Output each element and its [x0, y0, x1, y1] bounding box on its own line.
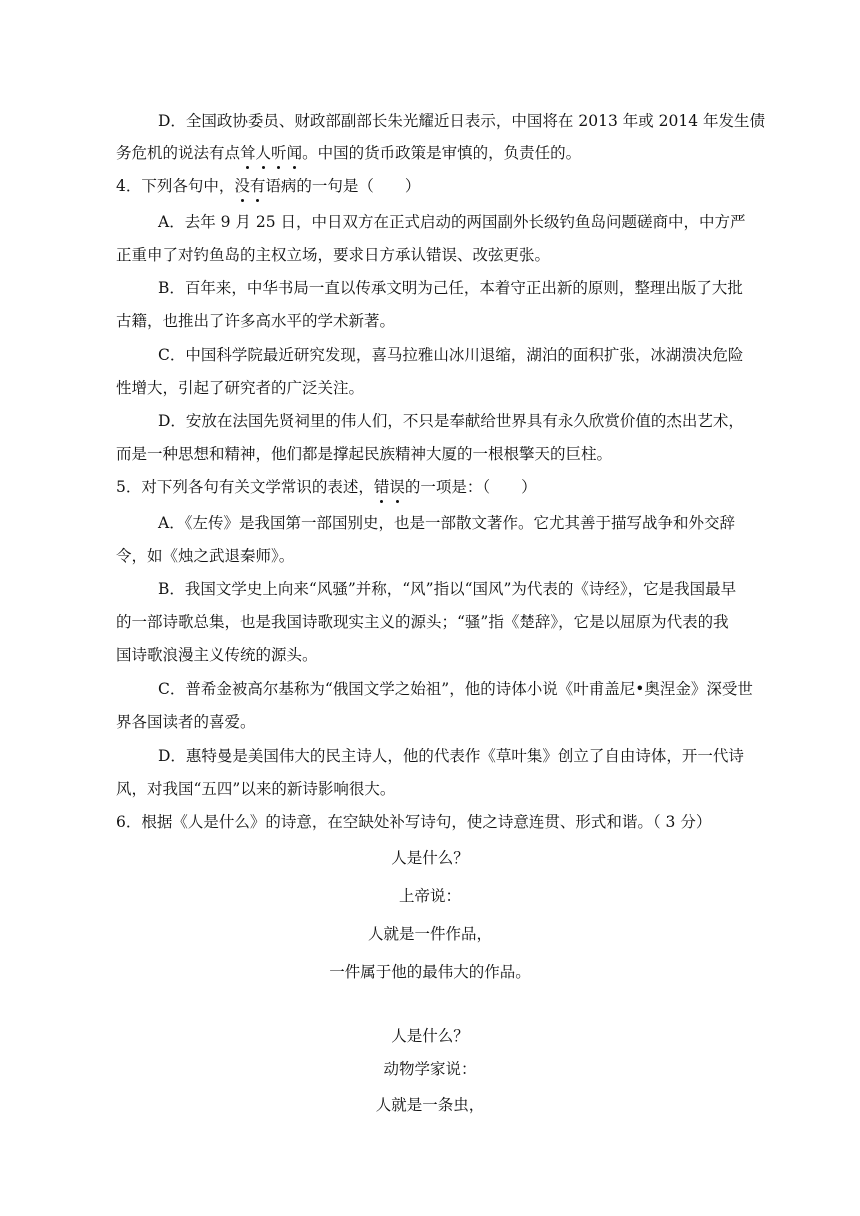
q4-option-d-line1: D．安放在法国先贤祠里的伟人们，不只是奉献给世界具有永久欣赏价值的杰出艺术，	[158, 412, 744, 430]
q4-option-b-line1: B．百年来，中华书局一直以传承文明为己任，本着守正出新的原则，整理出版了大批	[158, 279, 743, 297]
poem-stanza1-line3: 人就是一件作品，	[367, 925, 492, 943]
q4-option-a-line1: A．去年 9 月 25 日，中日双方在正式启动的两国副外长级钓鱼岛问题磋商中，中方严	[158, 213, 746, 231]
text-segment: 务危机的说法有点	[116, 144, 241, 162]
q5-option-c-line2: 界各国读者的喜爱。	[116, 713, 256, 731]
poem-stanza1-line4: 一件属于他的最伟大的作品。	[329, 963, 531, 981]
q3-option-d-line2	[116, 143, 581, 163]
text-segment: 语病的一句是（ ）	[265, 177, 421, 195]
q4-option-d-line2: 而是一种思想和精神，他们都是撑起民族精神大厦的一根根擎天的巨柱。	[116, 445, 613, 463]
question-5-stem	[116, 477, 537, 497]
q5-option-b-line1: B．我国文学史上向来“风骚”并称，“风”指以“国风”为代表的《诗经》，它是我国最早	[158, 580, 737, 598]
q5-option-a-line2: 令，如《烛之武退秦师》。	[116, 547, 295, 565]
question-6-stem: 6．根据《人是什么》的诗意，在空缺处补写诗句，使之诗意连贯、形式和谐。（ 3 分）	[116, 813, 712, 831]
q5-option-b-line3: 国诗歌浪漫主义传统的源头。	[116, 646, 318, 664]
q4-option-a-line2: 正重申了对钓鱼岛的主权立场，要求日方承认错误、改弦更张。	[116, 246, 551, 264]
poem-stanza1-line2: 上帝说：	[398, 887, 461, 905]
text-segment: 5．对下列各句有关文学常识的表述，	[116, 478, 374, 496]
emphasis-dot-char: 听	[271, 144, 287, 162]
poem-stanza1-line1: 人是什么？	[391, 849, 469, 867]
q4-option-c-line2: 性增大，引起了研究者的广泛关注。	[116, 379, 365, 397]
emphasis-dot-char: 闻	[286, 144, 303, 162]
poem-stanza2-line1: 人是什么？	[391, 1027, 469, 1045]
emphasis-dot-char: 耸	[240, 144, 256, 162]
q4-option-c-line1: C．中国科学院最近研究发现，喜马拉雅山冰川退缩，湖泊的面积扩张，冰湖溃决危险	[158, 346, 744, 364]
q5-option-c-line1: C．普希金被高尔基称为“俄国文学之始祖”，他的诗体小说《叶甫盖尼•奥涅金》深受世	[158, 680, 753, 698]
q5-option-a-line1: A．《左传》是我国第一部国别史，也是一部散文著作。它尤其善于描写战争和外交辞	[158, 514, 735, 532]
text-segment: 。中国的货币政策是审慎的，负责任的。	[302, 144, 582, 162]
text-segment: 的一项是：（ ）	[404, 478, 537, 496]
emphasis-dot-char: 误	[389, 478, 405, 496]
poem-stanza2-line3: 人就是一条虫，	[375, 1096, 485, 1114]
emphasis-dot-char: 人	[255, 144, 272, 162]
emphasis-dot-char: 没	[234, 177, 250, 195]
q5-option-d-line1: D．惠特曼是美国伟大的民主诗人，他的代表作《草叶集》创立了自由诗体，开一代诗	[158, 747, 744, 765]
q5-option-d-line2: 风，对我国“五四”以来的新诗影响很大。	[116, 780, 396, 798]
poem-stanza2-line2: 动物学家说：	[383, 1060, 477, 1078]
emphasis-dot-char: 错	[373, 478, 390, 496]
question-4-stem	[116, 176, 420, 196]
text-segment: 4．下列各句中，	[116, 177, 235, 195]
q3-option-d-line1: D．全国政协委员、财政部副部长朱光耀近日表示，中国将在 2013 年或 2014 年发生债	[158, 112, 766, 130]
q5-option-b-line2: 的一部诗歌总集，也是我国诗歌现实主义的源头；“骚”指《楚辞》，它是以屈原为代表的我	[116, 613, 729, 631]
emphasis-dot-char: 有	[249, 177, 266, 195]
q4-option-b-line2: 古籍，也推出了许多高水平的学术新著。	[116, 312, 396, 330]
